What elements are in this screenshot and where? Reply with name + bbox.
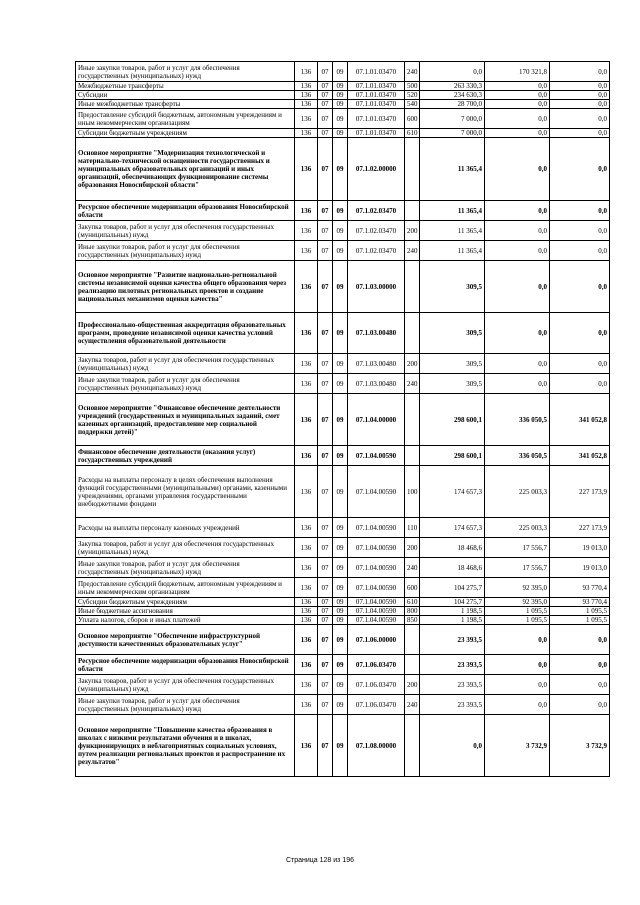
row-expense-type (405, 394, 420, 446)
row-name: Межбюджетные трансферты (76, 82, 295, 91)
row-target-code: 07.1.03.00480 (348, 313, 405, 354)
row-subsection: 09 (333, 538, 348, 558)
row-subsection: 09 (333, 91, 348, 100)
row-subsection: 09 (333, 695, 348, 715)
row-expense-type: 100 (405, 466, 420, 518)
row-section: 07 (318, 558, 333, 578)
row-amount-2: 0,0 (485, 109, 550, 129)
row-amount-2: 92 395,0 (485, 578, 550, 598)
row-target-code: 07.1.01.03470 (348, 129, 405, 138)
row-target-code: 07.1.04.00000 (348, 394, 405, 446)
row-amount-2: 0,0 (485, 138, 550, 201)
row-target-code: 07.1.01.03470 (348, 100, 405, 109)
row-grbs: 136 (295, 201, 318, 221)
row-amount-2: 0,0 (485, 655, 550, 675)
row-section: 07 (318, 62, 333, 82)
row-grbs: 136 (295, 578, 318, 598)
row-section: 07 (318, 675, 333, 695)
row-section: 07 (318, 446, 333, 466)
row-expense-type: 240 (405, 62, 420, 82)
row-expense-type: 200 (405, 675, 420, 695)
row-amount-3: 341 052,8 (550, 446, 610, 466)
row-amount-3: 0,0 (550, 655, 610, 675)
row-section: 07 (318, 625, 333, 655)
row-target-code: 07.1.04.00590 (348, 538, 405, 558)
row-expense-type (405, 138, 420, 201)
row-amount-3: 0,0 (550, 374, 610, 394)
row-expense-type: 540 (405, 100, 420, 109)
table-row (76, 374, 610, 394)
table-row (76, 354, 610, 374)
row-subsection: 09 (333, 655, 348, 675)
row-section: 07 (318, 313, 333, 354)
row-amount-3: 0,0 (550, 91, 610, 100)
row-target-code: 07.1.04.00590 (348, 466, 405, 518)
row-amount-1: 23 393,5 (420, 655, 485, 675)
row-name: Основное мероприятие "Повышение качества образования в школах с низкими результатами обучения и в школах, функционирующих в неблагоприятных социальных условиях, путем реализации региональных проектов и распространение их результатов" (76, 715, 295, 777)
row-amount-2: 225 003,3 (485, 518, 550, 538)
row-grbs: 136 (295, 558, 318, 578)
row-amount-2: 17 556,7 (485, 538, 550, 558)
row-grbs: 136 (295, 538, 318, 558)
row-target-code: 07.1.02.00000 (348, 138, 405, 201)
row-amount-1: 104 275,7 (420, 598, 485, 607)
table-row (76, 100, 610, 109)
row-expense-type: 240 (405, 695, 420, 715)
table-row (76, 129, 610, 138)
row-subsection: 09 (333, 129, 348, 138)
row-amount-2: 0,0 (485, 100, 550, 109)
row-name: Основное мероприятие "Модернизация технологической и материально-технической оснащенности государственных и муниципальных образовательных организаций и иных организаций, обеспечивающих функционирование системы образования Новосибирской области" (76, 138, 295, 201)
row-amount-3: 0,0 (550, 129, 610, 138)
table-row (76, 538, 610, 558)
table-row (76, 82, 610, 91)
row-amount-3: 0,0 (550, 221, 610, 241)
row-expense-type: 600 (405, 578, 420, 598)
row-name: Иные закупки товаров, работ и услуг для обеспечения государственных (муниципальных) нужд (76, 241, 295, 261)
row-grbs: 136 (295, 221, 318, 241)
row-amount-3: 19 013,0 (550, 558, 610, 578)
row-target-code: 07.1.06.03470 (348, 675, 405, 695)
row-expense-type (405, 625, 420, 655)
row-grbs: 136 (295, 466, 318, 518)
row-name: Иные межбюджетные трансферты (76, 100, 295, 109)
row-subsection: 09 (333, 675, 348, 695)
row-amount-1: 11 365,4 (420, 138, 485, 201)
row-expense-type: 800 (405, 607, 420, 616)
row-subsection: 09 (333, 201, 348, 221)
row-name: Закупка товаров, работ и услуг для обеспечения государственных (муниципальных) нужд (76, 354, 295, 374)
row-expense-type: 610 (405, 598, 420, 607)
row-amount-2: 3 732,9 (485, 715, 550, 777)
row-amount-3: 0,0 (550, 261, 610, 313)
row-target-code: 07.1.04.00590 (348, 578, 405, 598)
row-amount-2: 0,0 (485, 221, 550, 241)
row-target-code: 07.1.06.00000 (348, 625, 405, 655)
row-section: 07 (318, 607, 333, 616)
row-name: Ресурсное обеспечение модернизации образования Новосибирской области (76, 201, 295, 221)
row-target-code: 07.1.06.03470 (348, 655, 405, 675)
row-section: 07 (318, 201, 333, 221)
row-target-code: 07.1.03.00480 (348, 354, 405, 374)
row-subsection: 09 (333, 261, 348, 313)
row-name: Иные закупки товаров, работ и услуг для обеспечения государственных (муниципальных) нужд (76, 62, 295, 82)
row-amount-1: 104 275,7 (420, 578, 485, 598)
row-amount-1: 309,5 (420, 374, 485, 394)
row-amount-1: 7 000,0 (420, 129, 485, 138)
row-amount-2: 0,0 (485, 261, 550, 313)
row-expense-type: 200 (405, 354, 420, 374)
row-target-code: 07.1.01.03470 (348, 109, 405, 129)
row-target-code: 07.1.01.03470 (348, 91, 405, 100)
row-amount-2: 0,0 (485, 675, 550, 695)
row-amount-1: 11 365,4 (420, 201, 485, 221)
row-subsection: 09 (333, 221, 348, 241)
table-row (76, 91, 610, 100)
row-name: Закупка товаров, работ и услуг для обеспечения государственных (муниципальных) нужд (76, 538, 295, 558)
row-section: 07 (318, 221, 333, 241)
row-name: Основное мероприятие "Финансовое обеспечение деятельности учреждений (государственных и муниципальных заданий, смет казенных организаций, предоставление мер социальной поддержки детей)" (76, 394, 295, 446)
row-amount-1: 23 393,5 (420, 625, 485, 655)
row-name: Субсидии бюджетным учреждениям (76, 598, 295, 607)
row-name: Субсидии (76, 91, 295, 100)
row-amount-3: 1 095,5 (550, 607, 610, 616)
table-row (76, 518, 610, 538)
row-name: Основное мероприятие "Развитие национально-региональной системы независимой оценки качества общего образования через реализацию пилотных региональных проектов и создание национальных механизмов оценки качества" (76, 261, 295, 313)
row-amount-3: 93 770,4 (550, 578, 610, 598)
row-grbs: 136 (295, 518, 318, 538)
row-amount-1: 7 000,0 (420, 109, 485, 129)
row-expense-type: 240 (405, 558, 420, 578)
row-subsection: 09 (333, 100, 348, 109)
table-row (76, 675, 610, 695)
row-subsection: 09 (333, 715, 348, 777)
row-amount-1: 174 657,3 (420, 466, 485, 518)
row-section: 07 (318, 466, 333, 518)
row-amount-2: 0,0 (485, 201, 550, 221)
row-name: Финансовое обеспечение деятельности (оказания услуг) государственных учреждений (76, 446, 295, 466)
row-grbs: 136 (295, 695, 318, 715)
row-amount-1: 11 365,4 (420, 241, 485, 261)
row-grbs: 136 (295, 109, 318, 129)
table-row (76, 466, 610, 518)
row-subsection: 09 (333, 518, 348, 538)
table-row (76, 221, 610, 241)
row-subsection: 09 (333, 354, 348, 374)
row-amount-2: 1 095,5 (485, 616, 550, 625)
row-subsection: 09 (333, 466, 348, 518)
row-name: Расходы на выплаты персоналу казенных учреждений (76, 518, 295, 538)
row-subsection: 09 (333, 374, 348, 394)
row-subsection: 09 (333, 62, 348, 82)
table-row (76, 394, 610, 446)
row-expense-type: 500 (405, 82, 420, 91)
row-amount-2: 336 050,5 (485, 394, 550, 446)
row-amount-3: 0,0 (550, 62, 610, 82)
row-name: Иные закупки товаров, работ и услуг для обеспечения государственных (муниципальных) нужд (76, 374, 295, 394)
table-row (76, 695, 610, 715)
row-amount-1: 174 657,3 (420, 518, 485, 538)
row-amount-2: 170 321,8 (485, 62, 550, 82)
table-row (76, 558, 610, 578)
row-expense-type: 110 (405, 518, 420, 538)
row-grbs: 136 (295, 616, 318, 625)
row-section: 07 (318, 261, 333, 313)
row-target-code: 07.1.08.00000 (348, 715, 405, 777)
row-section: 07 (318, 374, 333, 394)
table-row (76, 598, 610, 607)
row-amount-3: 0,0 (550, 100, 610, 109)
row-amount-2: 0,0 (485, 313, 550, 354)
row-amount-1: 298 600,1 (420, 446, 485, 466)
row-amount-3: 3 732,9 (550, 715, 610, 777)
row-name: Профессионально-общественная аккредитация образовательных программ, проведение независимой оценки качества условий осуществления образовательной деятельности (76, 313, 295, 354)
row-section: 07 (318, 616, 333, 625)
table-row (76, 313, 610, 354)
row-expense-type (405, 261, 420, 313)
row-section: 07 (318, 91, 333, 100)
table-row (76, 62, 610, 82)
row-subsection: 09 (333, 313, 348, 354)
row-expense-type (405, 446, 420, 466)
row-amount-3: 227 173,9 (550, 466, 610, 518)
row-amount-2: 0,0 (485, 374, 550, 394)
row-amount-2: 0,0 (485, 129, 550, 138)
row-target-code: 07.1.01.03470 (348, 62, 405, 82)
row-target-code: 07.1.04.00590 (348, 616, 405, 625)
row-amount-1: 18 468,6 (420, 558, 485, 578)
row-grbs: 136 (295, 313, 318, 354)
row-subsection: 09 (333, 578, 348, 598)
table-row (76, 261, 610, 313)
row-grbs: 136 (295, 354, 318, 374)
row-name: Предоставление субсидий бюджетным, автономным учреждениям и иным некоммерческим организациям (76, 109, 295, 129)
row-amount-3: 1 095,5 (550, 616, 610, 625)
budget-table-sheet (75, 61, 609, 777)
row-name: Расходы на выплаты персоналу в целях обеспечения выполнения функций государственными (муниципальными) органами, казенными учреждениями, органами управления государственными внебюджетными фондами (76, 466, 295, 518)
table-row (76, 446, 610, 466)
row-name: Закупка товаров, работ и услуг для обеспечения государственных (муниципальных) нужд (76, 675, 295, 695)
row-section: 07 (318, 578, 333, 598)
row-expense-type: 240 (405, 241, 420, 261)
row-amount-1: 11 365,4 (420, 221, 485, 241)
row-section: 07 (318, 138, 333, 201)
row-amount-3: 0,0 (550, 313, 610, 354)
row-name: Уплата налогов, сборов и иных платежей (76, 616, 295, 625)
row-expense-type: 240 (405, 374, 420, 394)
row-amount-3: 93 770,4 (550, 598, 610, 607)
row-expense-type: 520 (405, 91, 420, 100)
row-target-code: 07.1.02.03470 (348, 201, 405, 221)
table-row (76, 201, 610, 221)
row-amount-1: 309,5 (420, 354, 485, 374)
row-subsection: 09 (333, 446, 348, 466)
row-grbs: 136 (295, 374, 318, 394)
row-subsection: 09 (333, 241, 348, 261)
row-amount-1: 18 468,6 (420, 538, 485, 558)
row-expense-type (405, 715, 420, 777)
row-expense-type: 600 (405, 109, 420, 129)
row-target-code: 07.1.02.03470 (348, 221, 405, 241)
row-subsection: 09 (333, 109, 348, 129)
row-expense-type (405, 201, 420, 221)
row-amount-1: 0,0 (420, 715, 485, 777)
table-row (76, 625, 610, 655)
row-section: 07 (318, 715, 333, 777)
row-grbs: 136 (295, 62, 318, 82)
row-section: 07 (318, 518, 333, 538)
row-amount-3: 19 013,0 (550, 538, 610, 558)
row-amount-2: 92 395,0 (485, 598, 550, 607)
row-subsection: 09 (333, 82, 348, 91)
row-subsection: 09 (333, 607, 348, 616)
row-subsection: 09 (333, 138, 348, 201)
table-row (76, 138, 610, 201)
row-amount-2: 0,0 (485, 241, 550, 261)
table-row (76, 241, 610, 261)
row-amount-2: 0,0 (485, 625, 550, 655)
row-amount-1: 23 393,5 (420, 675, 485, 695)
row-expense-type (405, 655, 420, 675)
row-section: 07 (318, 695, 333, 715)
table-row (76, 715, 610, 777)
row-name: Субсидии бюджетным учреждениям (76, 129, 295, 138)
row-expense-type: 610 (405, 129, 420, 138)
row-amount-3: 0,0 (550, 109, 610, 129)
row-name: Ресурсное обеспечение модернизации образования Новосибирской области (76, 655, 295, 675)
row-section: 07 (318, 598, 333, 607)
row-grbs: 136 (295, 598, 318, 607)
row-grbs: 136 (295, 261, 318, 313)
row-name: Иные закупки товаров, работ и услуг для обеспечения государственных (муниципальных) нужд (76, 558, 295, 578)
row-target-code: 07.1.04.00590 (348, 607, 405, 616)
row-amount-3: 0,0 (550, 695, 610, 715)
row-expense-type: 200 (405, 221, 420, 241)
row-grbs: 136 (295, 91, 318, 100)
row-section: 07 (318, 129, 333, 138)
page-footer: Страница 128 из 196 (285, 857, 355, 864)
row-target-code: 07.1.02.03470 (348, 241, 405, 261)
row-target-code: 07.1.04.00590 (348, 518, 405, 538)
row-amount-3: 0,0 (550, 675, 610, 695)
row-grbs: 136 (295, 655, 318, 675)
row-section: 07 (318, 82, 333, 91)
row-name: Предоставление субсидий бюджетным, автономным учреждениям и иным некоммерческим организациям (76, 578, 295, 598)
row-amount-3: 0,0 (550, 201, 610, 221)
row-amount-3: 227 173,9 (550, 518, 610, 538)
row-name: Закупка товаров, работ и услуг для обеспечения государственных (муниципальных) нужд (76, 221, 295, 241)
table-row (76, 109, 610, 129)
row-amount-1: 309,5 (420, 261, 485, 313)
row-amount-1: 23 393,5 (420, 695, 485, 715)
row-subsection: 09 (333, 394, 348, 446)
row-grbs: 136 (295, 715, 318, 777)
row-grbs: 136 (295, 82, 318, 91)
row-name: Основное мероприятие "Обеспечение инфраструктурной доступности качественных образовательных услуг" (76, 625, 295, 655)
row-subsection: 09 (333, 598, 348, 607)
row-section: 07 (318, 538, 333, 558)
row-expense-type: 200 (405, 538, 420, 558)
table-row (76, 616, 610, 625)
row-amount-1: 28 700,0 (420, 100, 485, 109)
row-section: 07 (318, 354, 333, 374)
row-expense-type (405, 313, 420, 354)
row-name: Иные бюджетные ассигнования (76, 607, 295, 616)
row-grbs: 136 (295, 138, 318, 201)
row-target-code: 07.1.04.00590 (348, 558, 405, 578)
row-amount-1: 298 600,1 (420, 394, 485, 446)
row-amount-2: 17 556,7 (485, 558, 550, 578)
row-amount-1: 1 198,5 (420, 616, 485, 625)
row-amount-1: 0,0 (420, 62, 485, 82)
row-amount-3: 341 052,8 (550, 394, 610, 446)
row-amount-2: 1 095,5 (485, 607, 550, 616)
row-target-code: 07.1.04.00590 (348, 598, 405, 607)
row-subsection: 09 (333, 625, 348, 655)
row-amount-3: 0,0 (550, 625, 610, 655)
row-section: 07 (318, 241, 333, 261)
table-row (76, 607, 610, 616)
row-target-code: 07.1.03.00480 (348, 374, 405, 394)
table-row (76, 655, 610, 675)
row-grbs: 136 (295, 129, 318, 138)
row-target-code: 07.1.01.03470 (348, 82, 405, 91)
row-grbs: 136 (295, 607, 318, 616)
row-target-code: 07.1.06.03470 (348, 695, 405, 715)
row-subsection: 09 (333, 558, 348, 578)
row-amount-1: 1 198,5 (420, 607, 485, 616)
row-amount-2: 336 050,5 (485, 446, 550, 466)
row-amount-3: 0,0 (550, 138, 610, 201)
row-section: 07 (318, 394, 333, 446)
row-section: 07 (318, 109, 333, 129)
row-section: 07 (318, 655, 333, 675)
row-grbs: 136 (295, 625, 318, 655)
row-grbs: 136 (295, 100, 318, 109)
row-name: Иные закупки товаров, работ и услуг для обеспечения государственных (муниципальных) нужд (76, 695, 295, 715)
row-amount-2: 225 003,3 (485, 466, 550, 518)
row-amount-2: 0,0 (485, 91, 550, 100)
row-amount-2: 0,0 (485, 82, 550, 91)
row-amount-2: 0,0 (485, 695, 550, 715)
row-amount-2: 0,0 (485, 354, 550, 374)
budget-table (75, 61, 610, 777)
row-subsection: 09 (333, 616, 348, 625)
row-amount-1: 234 630,3 (420, 91, 485, 100)
row-target-code: 07.1.03.00000 (348, 261, 405, 313)
row-section: 07 (318, 100, 333, 109)
row-amount-3: 0,0 (550, 82, 610, 91)
row-grbs: 136 (295, 394, 318, 446)
row-amount-1: 263 330,3 (420, 82, 485, 91)
row-expense-type: 850 (405, 616, 420, 625)
row-grbs: 136 (295, 241, 318, 261)
table-row (76, 578, 610, 598)
row-grbs: 136 (295, 675, 318, 695)
row-amount-3: 0,0 (550, 241, 610, 261)
row-grbs: 136 (295, 446, 318, 466)
row-amount-1: 309,5 (420, 313, 485, 354)
row-target-code: 07.1.04.00590 (348, 446, 405, 466)
row-amount-3: 0,0 (550, 354, 610, 374)
